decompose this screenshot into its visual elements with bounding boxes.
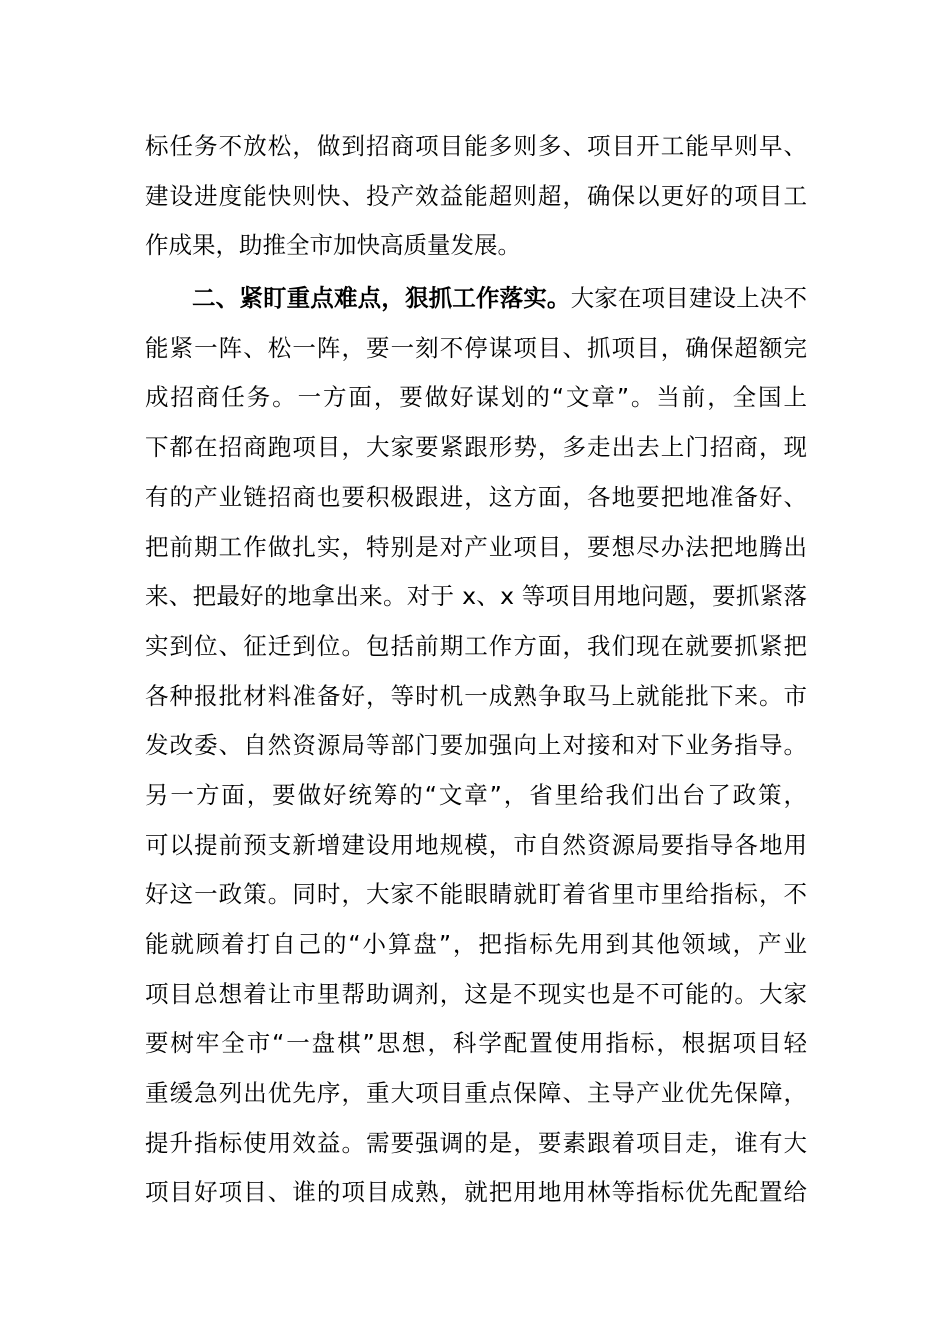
section-heading: 二、紧盯重点难点，狠抓工作落实。	[192, 284, 571, 313]
text-line: 各种报批材料准备好，等时机一成熟争取马上就能批下来。市	[145, 681, 807, 710]
document-body	[145, 122, 807, 1218]
text-line: 有的产业链招商也要积极跟进，这方面，各地要把地准备好、	[145, 482, 807, 511]
text-line: 项目好项目、谁的项目成熟，就把用地用林等指标优先配置给	[145, 1178, 807, 1207]
text-line: 能就顾着打自己的“小算盘”，把指标先用到其他领域，产业	[145, 930, 807, 958]
text-line: 下都在招商跑项目，大家要紧跟形势，多走出去上门招商，现	[145, 433, 807, 462]
text-line: 来、把最好的地拿出来。对于 x、x 等项目用地问题，要抓紧落	[145, 582, 807, 611]
text-line: 发改委、自然资源局等部门要加强向上对接和对下业务指导。	[145, 731, 807, 760]
text-line: 可以提前预支新增建设用地规模，市自然资源局要指导各地用	[145, 830, 807, 859]
text-line: 要树牢全市“一盘棋”思想，科学配置使用指标，根据项目轻	[145, 1029, 807, 1058]
text-line: 提升指标使用效益。需要强调的是，要素跟着项目走，谁有大	[145, 1128, 807, 1157]
text-line	[145, 274, 807, 324]
text-line: 好这一政策。同时，大家不能眼睛就盯着省里市里给指标，不	[145, 880, 807, 909]
heading-continuation: 大家在项目建设上决不	[570, 284, 807, 313]
text-line: 作成果，助推全市加快高质量发展。	[145, 231, 521, 260]
text-line: 重缓急列出优先序，重大项目重点保障、主导产业优先保障，	[145, 1079, 807, 1108]
text-line: 项目总想着让市里帮助调剂，这是不现实也是不可能的。大家	[145, 979, 807, 1008]
text-line: 另一方面，要做好统筹的“文章”，省里给我们出台了政策，	[145, 780, 807, 809]
text-line: 把前期工作做扎实，特别是对产业项目，要想尽办法把地腾出	[145, 532, 807, 561]
text-line: 标任务不放松，做到招商项目能多则多、项目开工能早则早、	[145, 132, 807, 160]
paragraph-1	[145, 122, 807, 271]
text-line: 实到位、征迁到位。包括前期工作方面，我们现在就要抓紧把	[145, 631, 807, 660]
text-line: 成招商任务。一方面，要做好谋划的“文章”。当前，全国上	[145, 383, 807, 412]
text-line: 能紧一阵、松一阵，要一刻不停谋项目、抓项目，确保超额完	[145, 333, 807, 362]
text-line: 建设进度能快则快、投产效益能超则超，确保以更好的项目工	[145, 181, 807, 210]
paragraph-2	[145, 274, 807, 1218]
